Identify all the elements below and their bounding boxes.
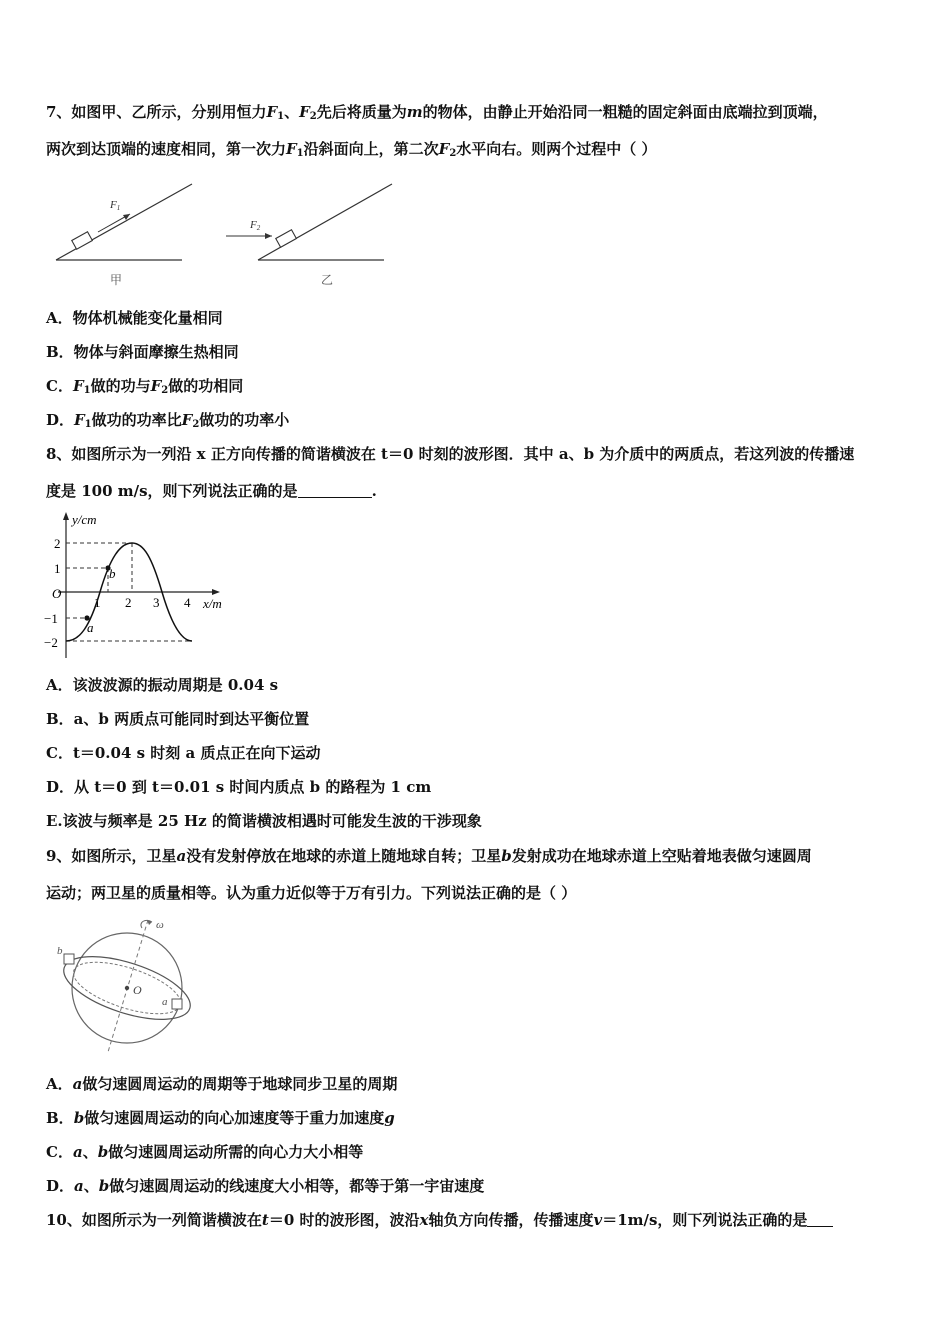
q7-figure-incline-left xyxy=(50,180,200,290)
q7-option-a[interactable]: A．物体机械能变化量相同 xyxy=(46,309,223,327)
q9-option-d[interactable]: D．a、b做匀速圆周运动的线速度大小相等，都等于第一宇宙速度 xyxy=(46,1177,485,1195)
q7-stem-line1: 7、如图甲、乙所示，分别用恒力$F_1$、$F_2$先后将质量为m的物体，由静止开始沿同一粗糙的固定斜面由底端拉到顶端， xyxy=(46,103,828,122)
q8-option-a[interactable]: A．该波波源的振动周期是 0.04 s xyxy=(46,676,279,694)
q9-satellite-a xyxy=(172,999,182,1009)
q8-xtick: 3 xyxy=(153,595,160,610)
q9-option-c[interactable]: C．a、b做匀速圆周运动所需的向心力大小相等 xyxy=(46,1143,364,1161)
q8-xlabel: x/m xyxy=(203,596,222,611)
q8-xtick: 4 xyxy=(184,595,191,610)
q7-fig-left-caption: 甲 xyxy=(110,273,123,287)
q8-option-e[interactable]: E.该波与频率是 25 Hz 的简谐横波相遇时可能发生波的干涉现象 xyxy=(46,812,482,830)
q9-satellite-b xyxy=(64,954,74,964)
q9-stem-line2: 运动；两卫星的质量相等。认为重力近似等于万有引力。下列说法正确的是（ ） xyxy=(46,884,577,902)
answer-blank[interactable] xyxy=(807,1212,833,1227)
q7-figure-incline-right xyxy=(222,180,402,290)
q8-xtick: 1 xyxy=(94,595,101,610)
q8-ytick: −2 xyxy=(44,635,58,650)
q8-stem-line1: 8、如图所示为一列沿 x 正方向传播的简谐横波在 t＝0 时刻的波形图．其中 a、b 为介质中的两质点，若这列波的传播速 xyxy=(46,445,855,463)
q9-option-b[interactable]: B．b做匀速圆周运动的向心加速度等于重力加速度g xyxy=(46,1109,395,1127)
q8-label-b: b xyxy=(109,566,116,581)
q9-earth-satellite-figure xyxy=(52,912,202,1060)
q10-stem-line1: 10、如图所示为一列简谐横波在t＝0 时的波形图，波沿x轴负方向传播，传播速度v＝1m/s，则下列说法正确的是 xyxy=(46,1210,833,1230)
q9-stem-line1: 9、如图所示，卫星a没有发射停放在地球的赤道上随地球自转；卫星b发射成功在地球赤道上空贴着地表做匀速圆周 xyxy=(46,847,812,865)
q8-ytick: −1 xyxy=(44,611,58,626)
q8-xtick: 2 xyxy=(125,595,132,610)
answer-blank[interactable] xyxy=(298,483,372,498)
q7-option-c[interactable]: C．$F_1$做的功与$F_2$做的功相同 xyxy=(46,377,244,396)
q8-origin: O xyxy=(52,586,62,601)
q9-fig-label-b: b xyxy=(57,945,63,957)
q7-option-d[interactable]: D．$F_1$做功的功率比$F_2$做功的功率小 xyxy=(46,411,290,430)
q7-fig-f2-label: F2 xyxy=(250,219,261,232)
q9-fig-omega: ω xyxy=(156,919,164,931)
q8-ytick: 1 xyxy=(54,561,61,576)
q9-option-a[interactable]: A．a做匀速圆周运动的周期等于地球同步卫星的周期 xyxy=(46,1075,398,1093)
q8-option-d[interactable]: D．从 t＝0 到 t＝0.01 s 时间内质点 b 的路程为 1 cm xyxy=(46,778,432,796)
q8-stem-line2: 度是 100 m/s，则下列说法正确的是 . xyxy=(46,482,377,500)
q8-ytick: 2 xyxy=(54,536,61,551)
q7-stem-line2: 两次到达顶端的速度相同，第一次力$F_1$沿斜面向上，第二次$F_2$水平向右。则两个过程中（ ） xyxy=(46,140,657,159)
q7-fig-f1-label: F1 xyxy=(110,199,121,212)
q9-fig-center: O xyxy=(133,983,142,997)
q8-wave-graph xyxy=(40,508,250,668)
q8-option-c[interactable]: C．t＝0.04 s 时刻 a 质点正在向下运动 xyxy=(46,744,321,762)
q8-option-b[interactable]: B．a、b 两质点可能同时到达平衡位置 xyxy=(46,710,310,728)
q8-label-a: a xyxy=(87,620,94,635)
q7-option-b[interactable]: B．物体与斜面摩擦生热相同 xyxy=(46,343,239,361)
q9-fig-label-a: a xyxy=(162,996,168,1008)
q8-ylabel: y/cm xyxy=(72,512,97,527)
q7-fig-right-caption: 乙 xyxy=(321,273,334,287)
